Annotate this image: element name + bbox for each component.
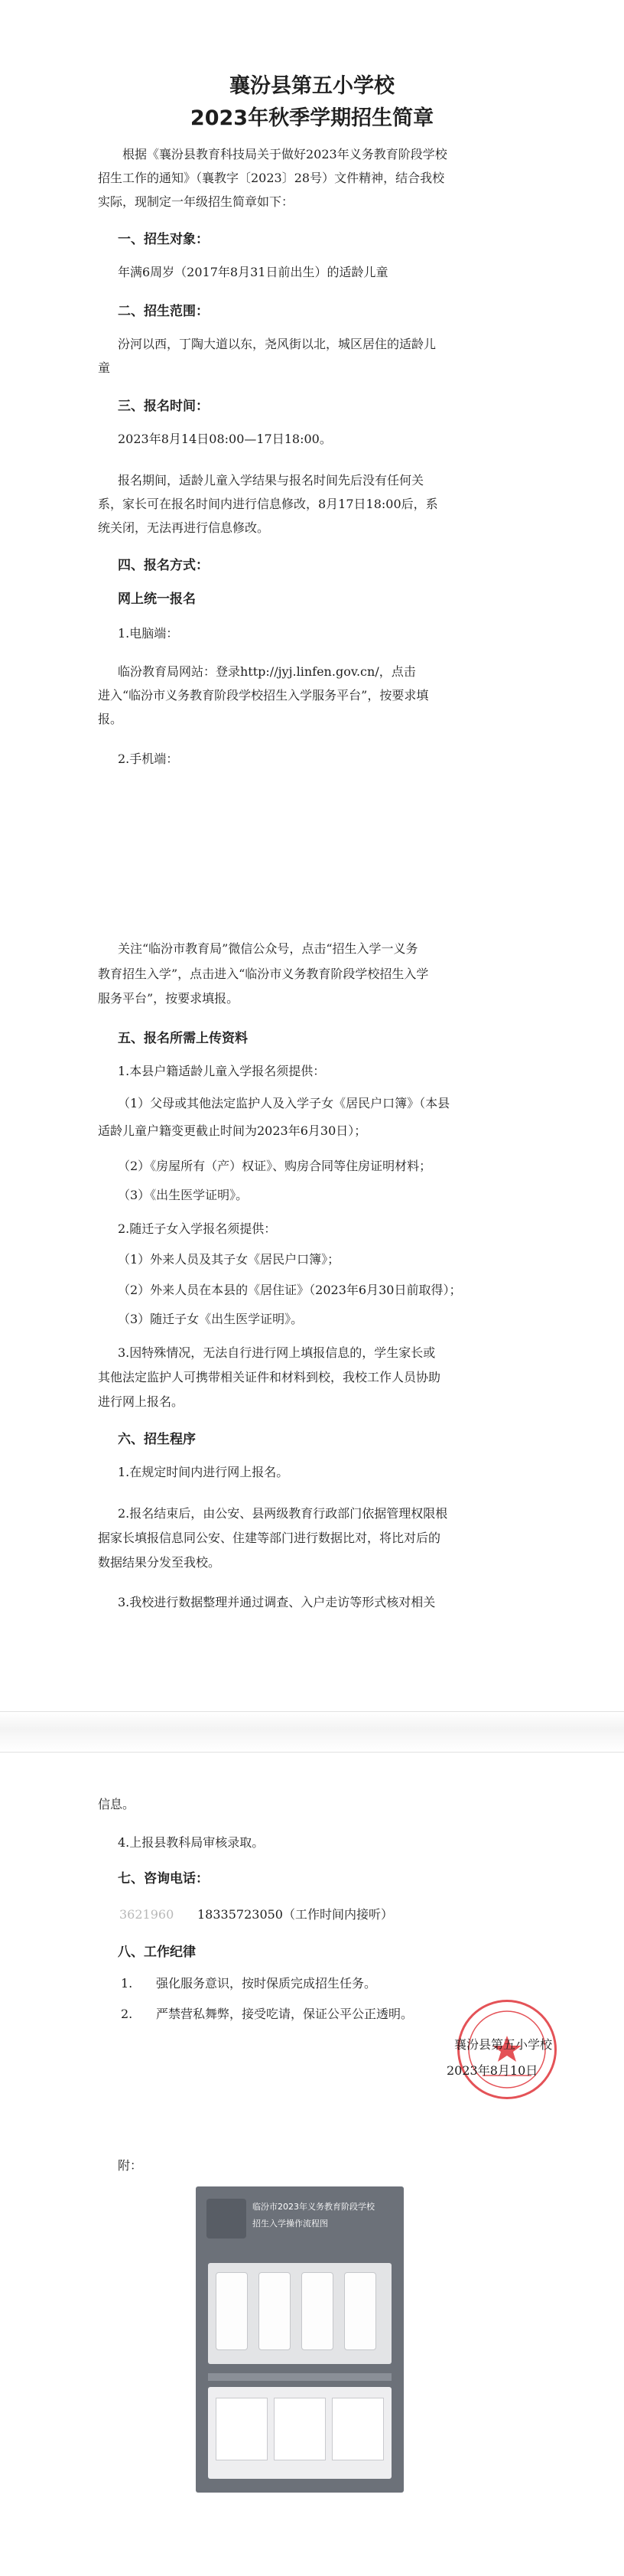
- section-2-text-1: 汾河以西，丁陶大道以东，尧风街以北，城区居住的适龄儿: [118, 337, 437, 351]
- section-2-text-2: 童: [98, 360, 111, 375]
- section-5-item-3-1: 3.因特殊情况，无法自行进行网上填报信息的，学生家长或: [118, 1345, 436, 1360]
- section-8-item-1-num: 1.: [121, 1976, 133, 1991]
- poster-title-1: 临汾市2023年义务教育阶段学校: [252, 2202, 375, 2212]
- section-3-heading: 三、报名时间：: [118, 399, 209, 414]
- intro-line-3: 实际，现制定一年级招生简章如下：: [98, 194, 294, 209]
- section-6-item-3-1: 3.我校进行数据整理并通过调查、入户走访等形式核对相关: [118, 1595, 436, 1609]
- section-6-item-3-2: 信息。: [98, 1797, 135, 1811]
- signature-date: 2023年8月10日: [447, 2063, 538, 2078]
- section-6-item-2-1: 2.报名结束后，由公安、县两级教育行政部门依据管理权限根: [118, 1506, 448, 1521]
- section-5-item-1c: （3）《出生医学证明》。: [118, 1188, 249, 1202]
- section-4-mobile-text-3: 服务平台”，按要求填报。: [98, 991, 239, 1006]
- poster-title-2: 招生入学操作流程图: [252, 2219, 328, 2229]
- section-5-item-3-3: 进行网上报名。: [98, 1394, 184, 1409]
- section-3-note-1: 报名期间，适龄儿童入学结果与报名时间先后没有任何关: [118, 473, 424, 487]
- section-6-item-2-3: 数据结果分发至我校。: [98, 1555, 221, 1570]
- poster-phone-1: [216, 2272, 248, 2350]
- poster-header: [206, 2197, 393, 2246]
- poster-phone-3: [301, 2272, 333, 2350]
- section-8-item-2: 严禁营私舞弊，接受吃请，保证公平公正透明。: [156, 2007, 414, 2021]
- section-3-note-2: 系，家长可在报名时间内进行信息修改，8月17日18:00后，系: [98, 497, 438, 511]
- section-4-pc-text-3: 报。: [98, 712, 123, 726]
- poster-pc-screen-1: [216, 2398, 268, 2460]
- section-4-heading: 四、报名方式：: [118, 558, 209, 573]
- signature-school: 襄汾县第五小学校: [454, 2037, 553, 2052]
- phone-faded: 3621960: [119, 1907, 174, 1922]
- section-4-pc-label: 1.电脑端：: [118, 626, 179, 641]
- section-7-heading: 七、咨询电话：: [118, 1871, 209, 1886]
- title-line-1: 襄汾县第五小学校: [229, 74, 395, 98]
- section-3-note-3: 统关闭，无法再进行信息修改。: [98, 520, 270, 535]
- section-1-heading: 一、招生对象：: [118, 232, 209, 247]
- section-5-heading: 五、报名所需上传资料: [118, 1031, 248, 1046]
- section-8-heading: 八、工作纪律: [118, 1945, 196, 1960]
- poster-pc-screen-3: [332, 2398, 384, 2460]
- section-2-heading: 二、招生范围：: [118, 304, 209, 319]
- section-5-item-3-2: 其他法定监护人可携带相关证件和材料到校，我校工作人员协助: [98, 1370, 441, 1384]
- section-6-item-4: 4.上报县教科局审核录取。: [118, 1835, 265, 1850]
- attachment-flowchart-image: [196, 2186, 404, 2493]
- section-4-subheading: 网上统一报名: [118, 592, 196, 607]
- title-line-2: 2023年秋季学期招生简章: [190, 106, 434, 130]
- section-5-item-1b: （2）《房屋所有（产）权证》、购房合同等住房证明材料；: [118, 1159, 432, 1173]
- attachment-label: 附：: [118, 2158, 143, 2173]
- poster-phone-2: [258, 2272, 291, 2350]
- page-break: [0, 1711, 624, 1753]
- section-3-time: 2023年8月14日08:00—17日18:00。: [118, 432, 332, 446]
- section-5-item-2: 2.随迁子女入学报名须提供：: [118, 1221, 277, 1236]
- intro-line-2: 招生工作的通知》（襄教字〔2023〕28号）文件精神，结合我校: [98, 171, 445, 185]
- poster-divider: [208, 2373, 392, 2381]
- section-6-item-2-2: 据家长填报信息同公安、住建等部门进行数据比对，将比对后的: [98, 1531, 441, 1545]
- poster-phone-4: [344, 2272, 376, 2350]
- section-6-item-1: 1.在规定时间内进行网上报名。: [118, 1465, 289, 1479]
- section-5-item-1: 1.本县户籍适龄儿童入学报名须提供：: [118, 1064, 326, 1078]
- poster-pc-screens: [208, 2387, 392, 2479]
- section-5-item-2b: （2）外来人员在本县的《居住证》（2023年6月30日前取得）；: [118, 1283, 462, 1297]
- section-5-item-2c: （3）随迁子女《出生医学证明》。: [118, 1312, 304, 1326]
- intro-line-1: 根据《襄汾县教育科技局关于做好2023年义务教育阶段学校: [122, 147, 447, 161]
- section-4-mobile-label: 2.手机端：: [118, 752, 179, 766]
- section-8-item-1: 强化服务意识，按时保质完成招生任务。: [156, 1976, 377, 1991]
- section-1-text: 年满6周岁（2017年8月31日前出生）的适龄儿童: [118, 265, 388, 279]
- poster-pc-screen-2: [274, 2398, 326, 2460]
- section-5-item-1a-2: 适龄儿童户籍变更截止时间为2023年6月30日）；: [98, 1123, 367, 1138]
- phone-number: 18335723050（工作时间内接听）: [197, 1907, 393, 1922]
- section-6-heading: 六、招生程序: [118, 1432, 196, 1447]
- section-4-pc-text-2: 进入“临汾市义务教育阶段学校招生入学服务平台”，按要求填: [98, 688, 429, 703]
- section-5-item-1a-1: （1）父母或其他法定监护人及入学子女《居民户口簿》（本县: [118, 1096, 450, 1110]
- poster-logo-icon: [206, 2199, 246, 2239]
- section-5-item-2a: （1）外来人员及其子女《居民户口簿》；: [118, 1252, 340, 1267]
- section-4-mobile-text-2: 教育招生入学”，点击进入“临汾市义务教育阶段学校招生入学: [98, 967, 429, 981]
- section-4-mobile-text-1: 关注“临汾市教育局”微信公众号，点击“招生入学一义务: [118, 941, 418, 956]
- section-4-pc-text-1: 临汾教育局网站：登录http://jyj.linfen.gov.cn/，点击: [118, 664, 416, 679]
- section-8-item-2-num: 2.: [121, 2007, 133, 2021]
- poster-mobile-screens: [208, 2263, 392, 2364]
